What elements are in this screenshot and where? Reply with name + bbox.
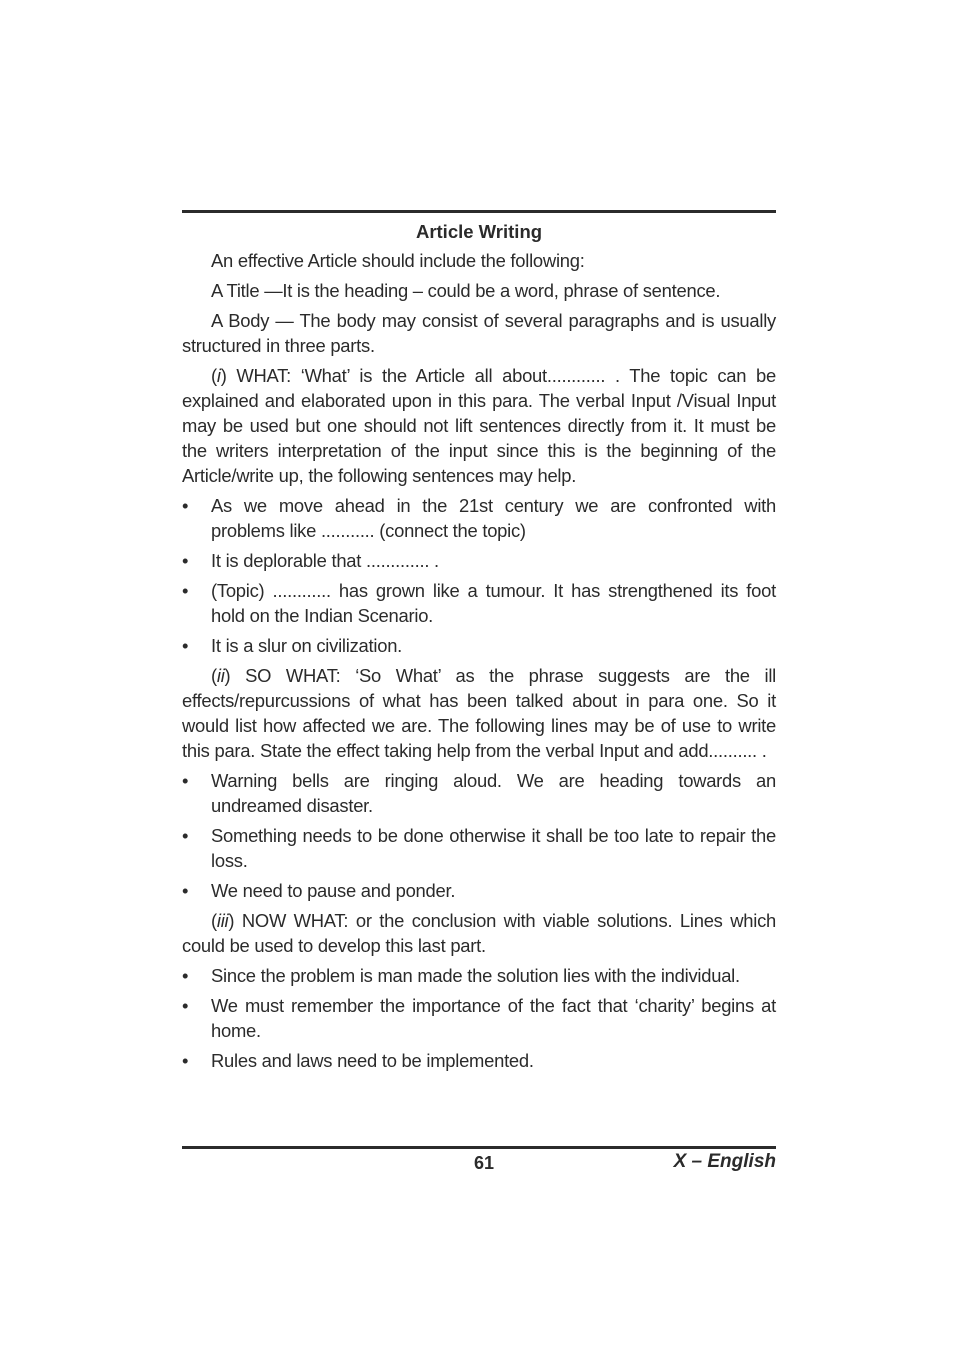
- bullet-icon: •: [182, 635, 189, 656]
- part-one-marker: i: [216, 365, 221, 386]
- part-two-paragraph: (ii) SO WHAT: ‘So What’ as the phrase suggests are the ill effects/repurcussions of what has been talked about in para one. So it would list how affected we are. The following lines may be of use to write this para. State the effect taking help from the verbal Input and add.......... .: [182, 665, 776, 761]
- list-item: • We must remember the importance of the fact that ‘charity’ begins at home.: [182, 995, 776, 1041]
- list-item: • It is deplorable that ............. .: [182, 550, 439, 571]
- part-three-bullets: [182, 963, 776, 1073]
- top-divider: [182, 210, 776, 213]
- bullet-icon: •: [182, 825, 189, 846]
- bullet-icon: •: [182, 770, 189, 791]
- bullet-icon: •: [182, 580, 189, 601]
- bullet-icon: •: [182, 995, 189, 1016]
- part-one-text: WHAT: ‘What’ is the Article all about............ . The topic can be explained and elaborated upon in this para. The verbal Input /Visual Input may be used but one should not lift sentences directly from it. It must be the writers interpretation of the input since this is the beginning of the Article/write up, the following sentences may help.: [182, 365, 776, 486]
- bullet-icon: •: [182, 880, 189, 901]
- page-footer: [182, 1146, 776, 1173]
- bullet-icon: •: [182, 495, 189, 516]
- bullet-icon: •: [182, 550, 189, 571]
- bullet-icon: •: [182, 965, 189, 986]
- body-paragraph: A Body — The body may consist of several paragraphs and is usually structured in three parts.: [182, 310, 776, 356]
- part-three-text: NOW WHAT: or the conclusion with viable solutions. Lines which could be used to develop this last part.: [182, 910, 776, 956]
- list-item: • As we move ahead in the 21st century we are confronted with problems like ........... (connect the topic): [182, 495, 776, 541]
- subject-label: X – English: [673, 1151, 776, 1172]
- part-two-bullets: [182, 768, 776, 903]
- list-item: • Something needs to be done otherwise it shall be too late to repair the loss.: [182, 825, 776, 871]
- bottom-divider: [182, 1146, 776, 1149]
- part-one-bullets: [182, 493, 776, 658]
- part-two-text: SO WHAT: ‘So What’ as the phrase suggests are the ill effects/repurcussions of what has been talked about in para one. So it would list how affected we are. The following lines may be of use to write this para. State the effect taking help from the verbal Input and add.......... .: [182, 665, 776, 761]
- part-one-paragraph: (i) WHAT: ‘What’ is the Article all about............ . The topic can be explained and elaborated upon in this para. The verbal Input /Visual Input may be used but one should not lift sentences directly from it. It must be the writers interpretation of the input since this is the beginning of the Article/write up, the following sentences may help.: [182, 365, 776, 486]
- list-item: • Warning bells are ringing aloud. We are heading towards an undreamed disaster.: [182, 770, 776, 816]
- list-item: • (Topic) ............ has grown like a tumour. It has strengthened its foot hold on the Indian Scenario.: [182, 580, 776, 626]
- article-content: [182, 248, 776, 1073]
- list-item: • Rules and laws need to be implemented.: [182, 1050, 534, 1071]
- bullet-icon: •: [182, 1050, 189, 1071]
- list-item: • Since the problem is man made the solution lies with the individual.: [182, 965, 740, 986]
- page-title: Article Writing: [415, 221, 543, 242]
- list-item: • We need to pause and ponder.: [182, 880, 456, 901]
- page-number: 61: [473, 1153, 495, 1173]
- intro-paragraph: An effective Article should include the following:: [211, 250, 585, 271]
- part-three-marker: iii: [216, 910, 229, 931]
- list-item: • It is a slur on civilization.: [182, 635, 403, 656]
- part-two-marker: ii: [216, 665, 225, 686]
- page-body: [182, 210, 776, 1078]
- part-three-paragraph: (iii) NOW WHAT: or the conclusion with viable solutions. Lines which could be used to develop this last part.: [182, 910, 776, 956]
- title-paragraph: A Title —It is the heading – could be a word, phrase of sentence.: [211, 280, 721, 301]
